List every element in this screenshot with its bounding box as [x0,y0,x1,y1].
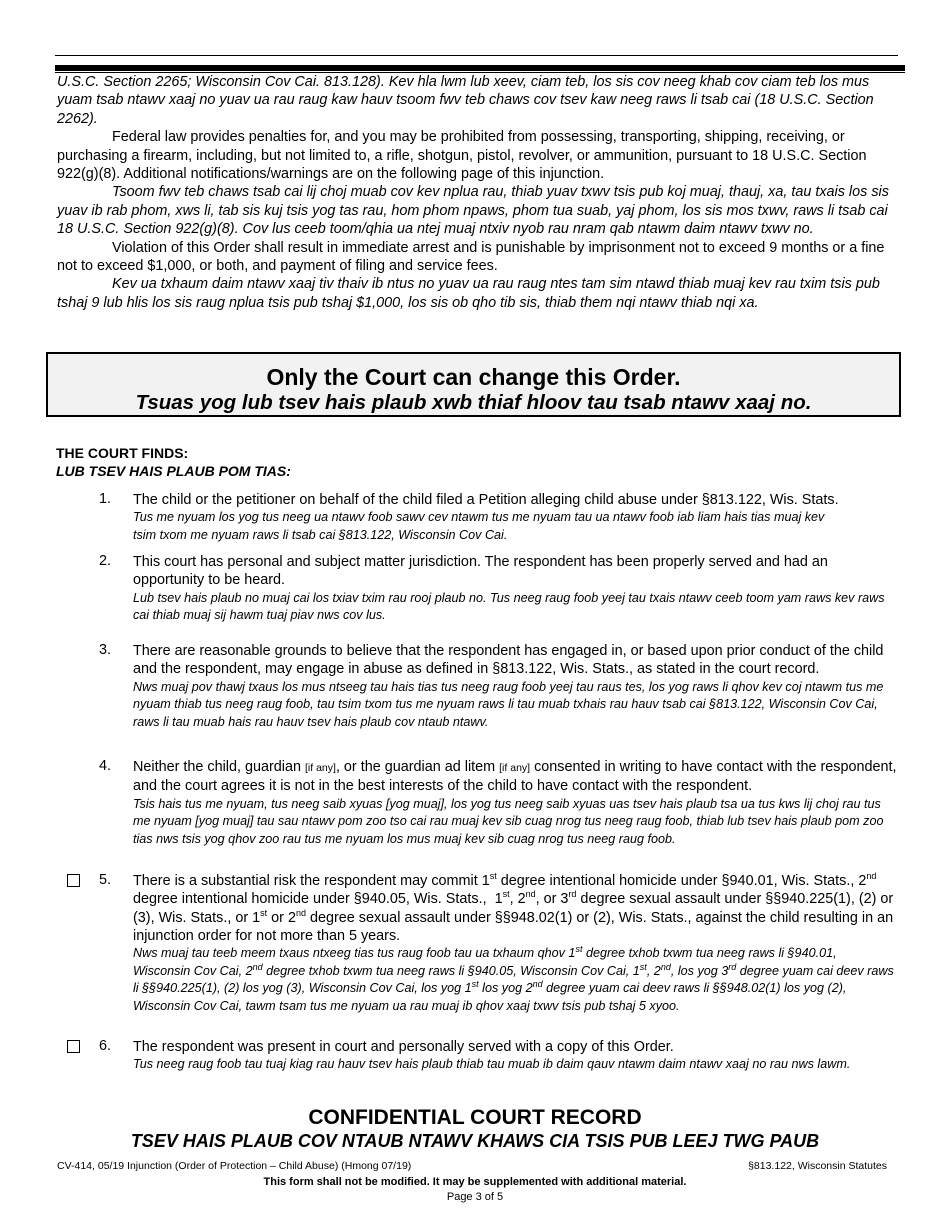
item-text-hmong: Nws muaj pov thawj txaus los mus ntseeg tau hais tias tus neeg raug foob yeej tau raus tes, los yog raws li qhov kev coj ntawm tus me nyuam thiab tus neeg raug foob, tau tsim txom tus me nyuam raws li tau muab txhais rau hauv tsab cai §813.122, Wisconsin Cov Cai, raws li tau muab hais rau hauv tsev hais plaub cov ntaub ntawv. [133,679,884,729]
item-text-hmong: Tsis hais tus me nyuam, tus neeg saib xyuas [yog muaj], los yog tus neeg saib xyuas uas tsev hais plaub tsa ua tus kws lij choj rau tus me nyuam [yog muaj] tau sau ntawv pom zoo tso cai rau muaj kev sib cuag nrog tus neeg raug foob, thiab lub tsev hais plaub pom zoo tias nws tsis yog qhov zoo rau tus me nyuam los mus muaj kev sib cuag nrog tus neeg raug foob. [133,796,884,846]
statute-ref: §813.122, Wisconsin Statutes [748,1160,887,1172]
modification-notice: This form shall not be modified. It may be supplemented with additional material. [263,1176,687,1188]
item-text-hmong: Tus me nyuam los yog tus neeg ua ntawv foob sawv cev ntawm tus me nyuam tau ua ntawv foob iab liam hais tias muaj kev tsim txom me nyuam raws li tsab cai §813.122, Wisconsin Cov Cai. [133,510,825,542]
firearm-warning-paragraph: Federal law provides penalties for, and you may be prohibited from possessing, transporting, shipping, receiving, or purchasing a firearm, including, but not limited to, a rifle, shotgun, pistol, revolver, or ammunition, pursuant to 18 U.S.C. Section 922(g)(8). Additional notifications/warnings are on the following page of this injunction. [57,129,867,183]
violation-paragraph: Violation of this Order shall result in immediate arrest and is punishable by imprisonment not to exceed 9 months or a fine not to exceed $1,000, or both, and payment of filing and service fees. [57,239,885,275]
top-rule [55,55,898,56]
warnings-section [57,73,897,312]
item-number: 5. [99,872,112,888]
hmong-violation-paragraph: Kev ua txhaum daim ntawv xaaj tiv thaiv ib ntus no yuav ua rau raug ntes tam sim ntawd thiab muaj kev rau txim tsis pub tshaj 9 lub hlis los sis raug nplua tsis pub tshaj $1,000, los sis ob qho tib sis, thiab them nqi ntawv thiab nqi xa. [57,276,880,311]
item-text: Neither the child, guardian [if any], or the guardian ad litem [if any] consented in writing to have contact with the respondent, and the court agrees it is not in the best interests of the child to have contact with the respondent. [133,759,897,795]
confidential-title: CONFIDENTIAL COURT RECORD [308,1106,642,1129]
hmong-paragraph-1: U.S.C. Section 2265; Wisconsin Cov Cai. 813.128). Kev hla lwm lub xeev, ciam teb, los sis cov neeg khab cov ciam teb los mus yuam tsab ntawv xaaj no yuav ua rau raug kaw hauv tsoom fwv teb chaws cov tsev kaw neeg raws li tsab cai (18 U.S.C. Section 2262). [57,74,874,127]
court-finds-title-hmong: LUB TSEV HAIS PLAUB POM TIAS: [56,463,291,479]
hmong-firearm-warning-paragraph: Tsoom fwv teb chaws tsab cai lij choj muab cov kev nplua rau, thiab yuav txwv tsis pub koj muaj, thauj, xa, tau txais los sis yuav ib rab phom, xws li, tab sis kuj tsis yog tas rau, hom phom npaws, phom tua suab, yaj phom, los sis mos txwv, raws li tsab cai 18 U.S.C. Section 922(g)(8). Cov lus ceeb toom/qhia ua ntej muaj ntxiv nyob rau nram qab ntawm daim ntawv txwv no. [57,184,889,238]
banner-title: Only the Court can change this Order. [266,364,681,390]
item-5-checkbox[interactable] [67,874,80,887]
item-6-checkbox[interactable] [67,1040,80,1053]
court-finds-heading [56,444,291,480]
form-id: CV-414, 05/19 Injunction (Order of Protection – Child Abuse) (Hmong 07/19) [57,1160,412,1172]
confidential-title-hmong: TSEV HAIS PLAUB COV NTAUB NTAWV KHAWS CIA TSIS PUB LEEJ TWG PAUB [130,1131,820,1151]
item-number: 3. [99,642,112,658]
item-text: The child or the petitioner on behalf of the child filed a Petition alleging child abuse under §813.122, Wis. Stats. [133,492,839,508]
item-text: There is a substantial risk the respondent may commit 1st degree intentional homicide under §940.01, Wis. Stats., 2nd degree intentional homicide under §940.05, Wis. Stats., 1st, 2nd, or 3rd degree sexual assault under §§940.225(1), (2) or (3), Wis. Stats., or 1st or 2nd degree sexual assault under §§948.02(1) or (2), Wis. Stats., against the child resulting in an injunction order for not more than 5 years. [133,871,894,944]
item-number: 2. [99,553,112,569]
item-text: There are reasonable grounds to believe that the respondent has engaged in, or based upon prior conduct of the child and the respondent, may engage in abuse as defined in §813.122, Wis. Stats., as stated in the court record. [133,643,884,678]
banner-title-hmong: Tsuas yog lub tsev hais plaub xwb thiaf hloov tau tsab ntawv xaaj no. [135,391,812,414]
item-number: 4. [99,758,112,774]
item-number: 6. [99,1038,112,1054]
item-text-hmong: Nws muaj tau teeb meem txaus ntxeeg tias tus raug foob tau ua txhaum qhov 1st degree txhob txwm tua neeg raws li §940.01, Wisconsin Cov Cai, 2nd degree txhob txwm tua neeg raws li §940.05, Wisconsin Cov Cai, 1st, 2nd, los yog 3rd degree yuam cai deev raws li §§940.225(1), (2) los yog (3), Wisconsin Cov Cai, los yog 1st los yog 2nd degree yuam cai deev raws li §§948.02(1) los yog (2), Wisconsin Cov Cai, tawm tsam tus me nyuam ua rau muaj ib qhov xaaj txwv tsis pub tshaj 5 xyoo. [133,944,894,1013]
item-text-hmong: Tus neeg raug foob tau tuaj kiag rau hauv tsev hais plaub thiab tau muab ib daim qauv ntawm daim ntawv xaaj no rau nws lawm. [133,1057,851,1072]
item-text: This court has personal and subject matter jurisdiction. The respondent has been properly served and had an opportunity to be heard. [133,554,828,589]
court-finds-title: THE COURT FINDS: [56,445,189,461]
court-change-banner [46,352,901,417]
item-text-hmong: Lub tsev hais plaub no muaj cai los txiav txim rau rooj plaub no. Tus neeg raug foob yeej tau txais ntawv ceeb toom yam raws kev raws cai thiab muaj sij hawm tuaj piav nws cov lus. [133,590,885,623]
top-thick-rule [55,65,905,71]
page-number: Page 3 of 5 [446,1191,504,1203]
item-text: The respondent was present in court and personally served with a copy of this Order. [133,1039,674,1055]
item-number: 1. [99,491,112,507]
